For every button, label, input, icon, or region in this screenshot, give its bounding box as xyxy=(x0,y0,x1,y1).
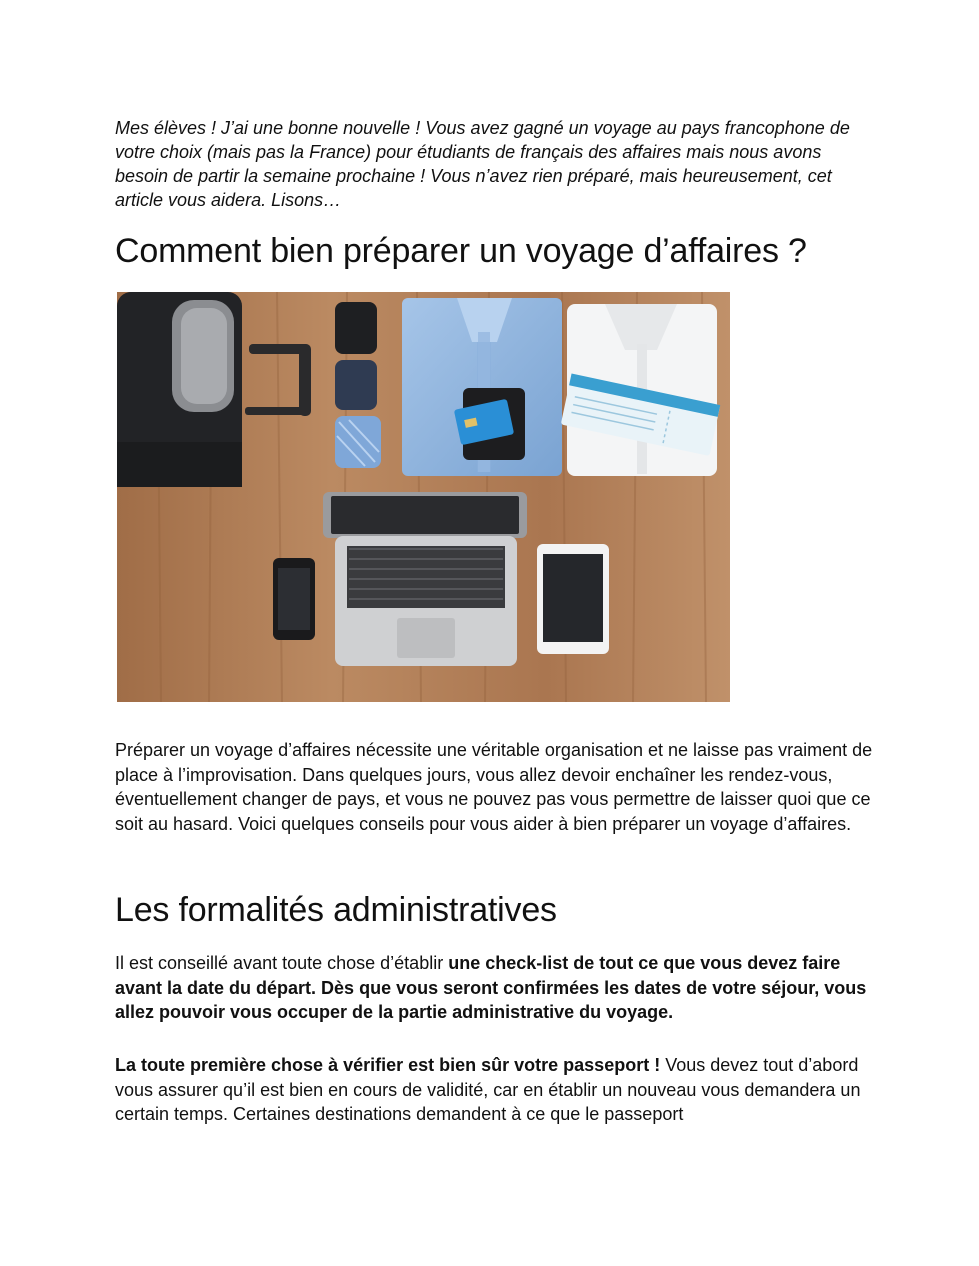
paragraph-checklist-bold: une check-list de tout ce que vous devez faire avant la date du départ. Dès que vous seront confirmées les dates de votre séjour, vous allez pouvoir vous occuper de la partie administrative du voyage. xyxy=(115,953,867,1022)
rolled-ties xyxy=(335,302,381,468)
smartphone xyxy=(273,558,315,640)
paragraph-preparation: Préparer un voyage d’affaires nécessite une véritable organisation et ne laisse pas vraiment de place à l’improvisation. Dans quelques jours, vous allez devoir enchaîner les rendez-vous, éventuellement changer de pays, et vous ne pouvez pas vous permettre de laisser quoi que ce soit au hasard. Voici quelques conseils pour vous aider à bien préparer un voyage d’affaires. xyxy=(115,740,873,834)
paragraph-checklist xyxy=(115,951,875,1025)
intro-paragraph: Mes élèves ! J’ai une bonne nouvelle ! Vous avez gagné un voyage au pays francophone de votre choix (mais pas la France) pour étudiants de français des affaires mais nous avons besoin de partir la semaine prochaine ! Vous n’avez rien préparé, mais heureusement, cet article vous aidera. Lisons… xyxy=(115,118,850,210)
laptop xyxy=(323,492,527,666)
wallet-with-card xyxy=(454,388,525,460)
paragraph-passport-normal: Vous devez tout d’abord vous assurer qu’il est bien en cours de validité, car en établir un nouveau vous demandera un certain temps. Certaines destinations demandent à ce que le passeport xyxy=(115,1055,861,1124)
paragraph-passport-bold: La toute première chose à vérifier est bien sûr votre passeport ! xyxy=(115,1055,661,1075)
tablet xyxy=(537,544,609,654)
paragraph-passport xyxy=(115,1053,875,1127)
section-title-formalites: Les formalités administratives xyxy=(115,891,557,929)
article-title: Comment bien préparer un voyage d’affaires ? xyxy=(115,232,807,270)
business-travel-photo xyxy=(117,292,730,702)
paragraph-checklist-normal: Il est conseillé avant toute chose d’établir xyxy=(115,953,449,973)
